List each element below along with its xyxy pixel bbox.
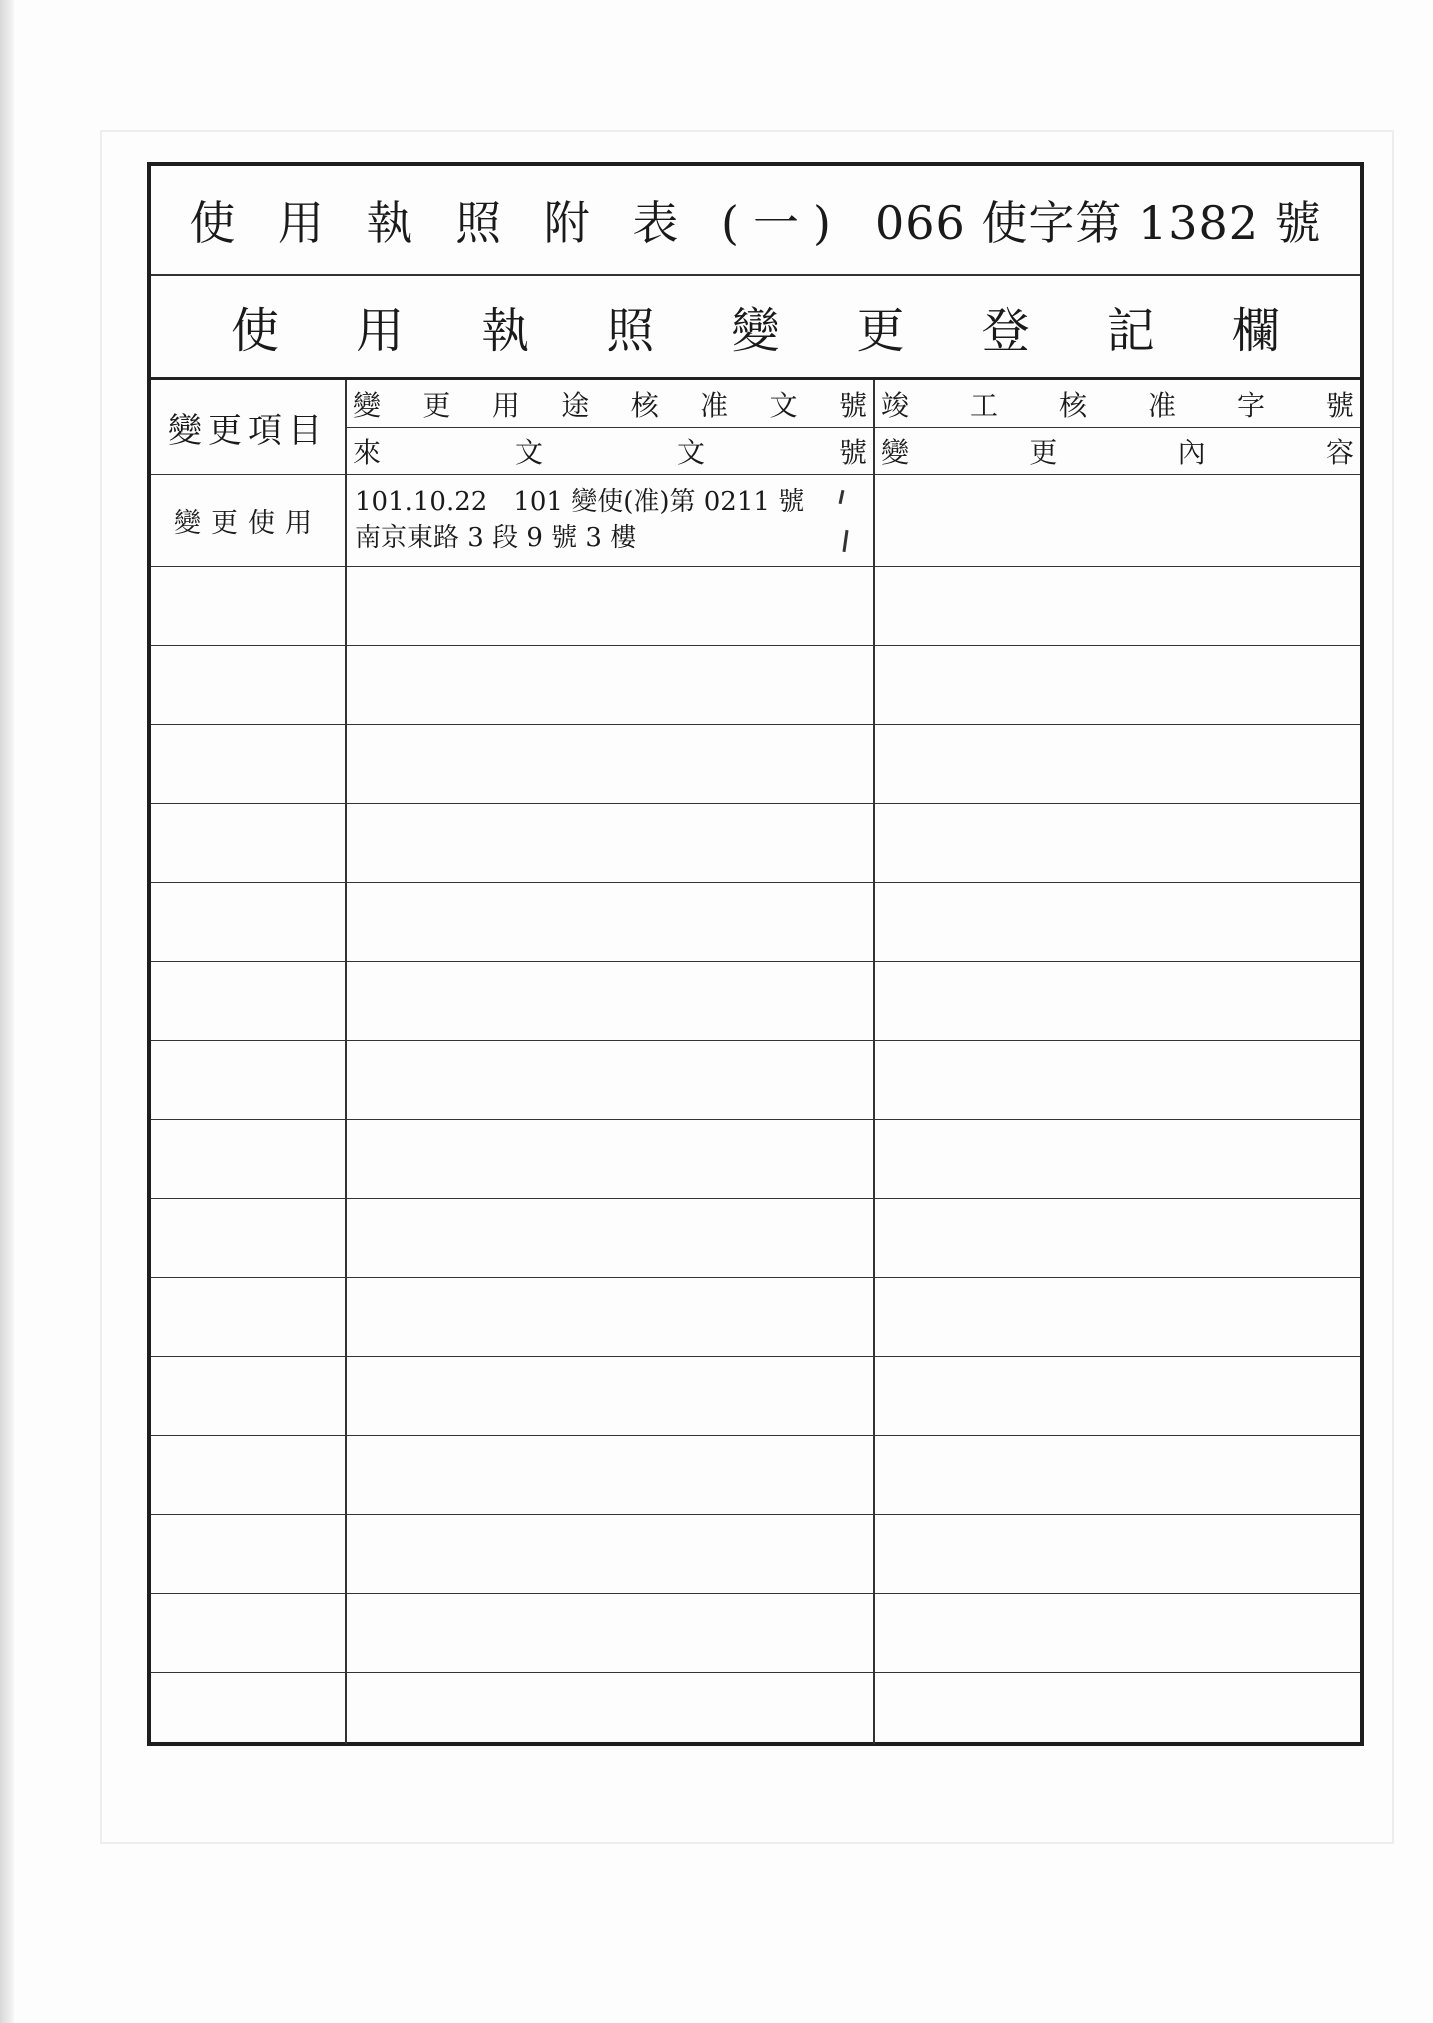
row-line	[151, 1198, 1360, 1199]
entry-approval-line: 101.10.22 101 變使(准)第 0211 號	[355, 487, 805, 517]
row-line	[151, 566, 1360, 567]
row-line	[151, 1356, 1360, 1357]
header-char: 文	[514, 435, 543, 469]
header-char: 用	[491, 388, 520, 422]
header-char: 號	[1325, 388, 1354, 422]
header-char: 號	[838, 435, 867, 469]
permit-number: 066 使字第 1382 號	[874, 196, 1322, 250]
row-line	[151, 1514, 1360, 1515]
header-char: 來	[353, 435, 382, 469]
row-line	[151, 961, 1360, 962]
row-line	[151, 724, 1360, 725]
row-line	[151, 882, 1360, 883]
header-char: 容	[1325, 435, 1354, 469]
header-completion-approval-number	[875, 380, 1360, 427]
usage-permit-form	[147, 162, 1364, 1746]
subtitle-char: 記	[1106, 303, 1155, 359]
entry-doc-cell	[347, 474, 873, 566]
column-divider	[873, 380, 875, 1744]
subtitle-char: 執	[481, 303, 530, 359]
subtitle-char: 使	[231, 303, 280, 359]
header-change-item: 變更項目	[168, 410, 328, 451]
subtitle-char: 用	[356, 303, 405, 359]
header-incoming-doc-number	[347, 427, 873, 474]
header-char: 准	[700, 388, 729, 422]
entry-change-item: 變更使用	[174, 507, 322, 539]
header-char: 更	[422, 388, 451, 422]
header-char: 內	[1177, 435, 1206, 469]
subtitle-char: 欄	[1231, 303, 1280, 359]
row-line	[151, 645, 1360, 646]
scan-edge	[0, 0, 14, 2023]
row-line	[151, 1119, 1360, 1120]
subtitle-row	[151, 276, 1360, 380]
header-char: 文	[769, 388, 798, 422]
header-char: 核	[630, 388, 659, 422]
title-row	[151, 166, 1360, 276]
header-char: 途	[561, 388, 590, 422]
header-char: 更	[1029, 435, 1058, 469]
header-char: 變	[353, 388, 382, 422]
entry-address-line: 南京東路 3 段 9 號 3 樓	[355, 523, 637, 553]
header-char: 變	[881, 435, 910, 469]
header-char: 竣	[881, 388, 910, 422]
form-title: 使 用 執 照 附 表 (一)	[189, 196, 845, 250]
row-line	[151, 1435, 1360, 1436]
header-change-content	[875, 427, 1360, 474]
header-char: 字	[1236, 388, 1265, 422]
subtitle-char: 變	[731, 303, 780, 359]
subtitle-char: 更	[856, 303, 905, 359]
row-line	[151, 1040, 1360, 1041]
header-approval-doc-number	[347, 380, 873, 427]
header-char: 准	[1147, 388, 1176, 422]
row-line	[151, 1672, 1360, 1673]
column-divider	[345, 380, 347, 1744]
entry-change-content	[875, 474, 1360, 566]
header-char: 號	[838, 388, 867, 422]
row-line	[151, 1593, 1360, 1594]
subtitle-char: 照	[606, 303, 655, 359]
header-char: 文	[676, 435, 705, 469]
header-char: 核	[1058, 388, 1087, 422]
row-line	[151, 803, 1360, 804]
change-register-grid	[151, 380, 1360, 1744]
row-line	[151, 1277, 1360, 1278]
subtitle-char: 登	[981, 303, 1030, 359]
header-char: 工	[969, 388, 998, 422]
